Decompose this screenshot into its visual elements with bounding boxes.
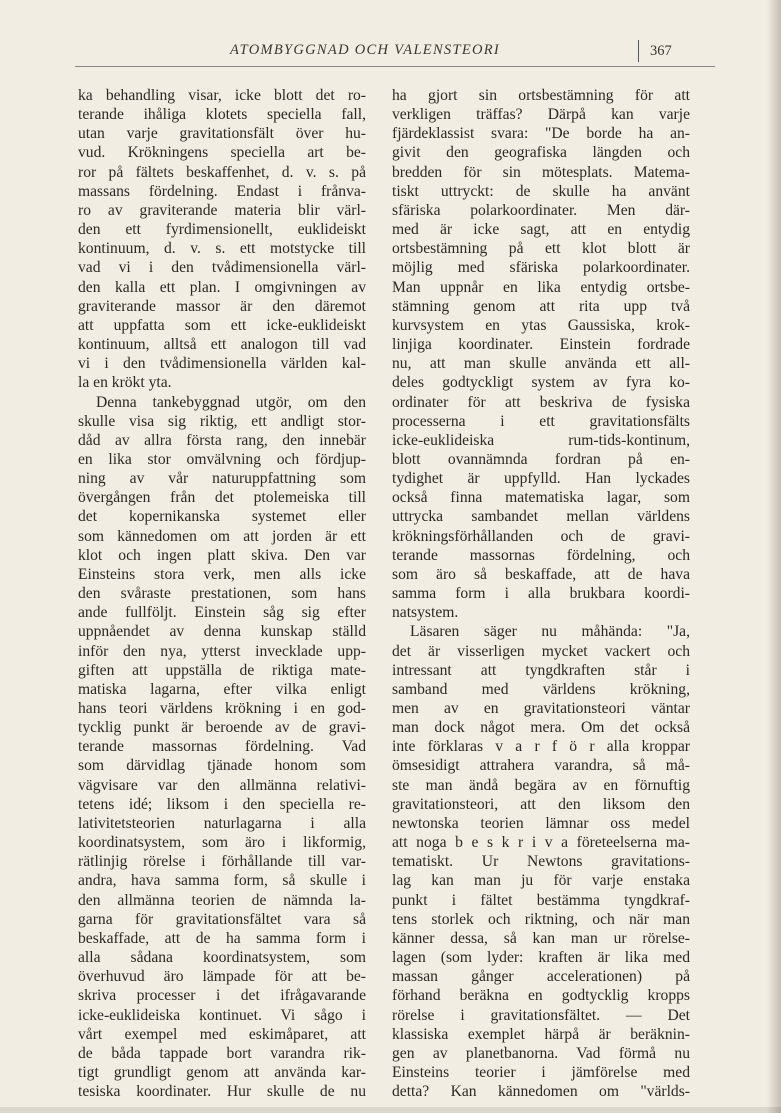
text-line: tesiska koordinater. Hur skulle de nu xyxy=(78,1083,366,1101)
text-line: natsystem. xyxy=(392,604,459,622)
text-line: matiska lagarna, efter vilka enligt xyxy=(78,680,366,698)
running-head xyxy=(60,40,710,66)
text-line: samband med världens krökning, xyxy=(392,680,690,698)
text-line: tydighet är uppfylld. Han lyckades xyxy=(392,470,690,488)
text-line: processerna i ett gravitationsfälts xyxy=(392,412,690,430)
text-line: graviterande massor är den däremot xyxy=(78,297,366,315)
text-line: kurvsystem en ytas Gaussiska, krok- xyxy=(392,316,690,334)
text-line: rätlinjig rörelse i förhållande till var- xyxy=(78,853,366,871)
page-edge-shadow xyxy=(767,0,781,1113)
text-line: alla sådana koordinatsystem, som xyxy=(78,949,366,967)
text-line: utan varje gravitationsfält över hu- xyxy=(78,125,366,143)
text-line: verkligen träffas? Därpå kan varje xyxy=(392,106,690,124)
text-line: ning av vår naturuppfattning som xyxy=(78,470,366,488)
text-line: ande fullföljt. Einstein såg sig efter xyxy=(78,604,366,622)
text-line: giften att uppställa de riktiga mate- xyxy=(78,661,366,679)
text-line: inför den nya, ytterst invecklade upp- xyxy=(78,642,366,660)
text-line: koordinatsystem, som äro i likformig, xyxy=(78,834,366,852)
text-line: icke-euklideiska kontinuet. Vi sågo i xyxy=(78,1006,366,1024)
running-title: ATOMBYGGNAD OCH VALENSTEORI xyxy=(230,42,501,58)
text-line: den svåraste prestationen, som hans xyxy=(78,585,366,603)
text-line: terande ihåliga klotets speciella fall, xyxy=(78,106,366,124)
text-line: garna för gravitationsfältet vara så xyxy=(78,910,366,928)
text-line: hans teori världens krökning i en god- xyxy=(78,700,366,717)
text-line: som kännedomen om att jorden är ett xyxy=(78,527,366,545)
text-line: den allmänna teorien de nämnda la- xyxy=(78,891,366,909)
text-line: fjärdeklassist svara: "De borde ha an- xyxy=(392,125,690,143)
text-line: ste man ändå begära av en förnuftig xyxy=(392,776,690,794)
text-line: andra, hava samma form, så skulle i xyxy=(78,872,366,890)
text-line: som därvidlag tjänade honom som xyxy=(78,757,366,775)
text-line: deles godtyckligt system av fyra ko- xyxy=(392,374,690,392)
text-line: samma form i alla brukbara koordi- xyxy=(392,585,690,603)
text-line: newtonska teorien lämnar oss medel xyxy=(392,814,690,832)
text-line: Einsteins stora verk, men alls icke xyxy=(78,565,366,583)
text-line: krökningsförhållanden och de gravi- xyxy=(392,527,690,545)
header-separator xyxy=(638,40,639,62)
text-line: lag kan man ju för varje enstaka xyxy=(392,872,690,890)
text-line: stämning genom att rita upp två xyxy=(392,297,690,315)
text-line: vägvisare var den allmänna relativi- xyxy=(78,776,366,794)
text-line: tigt grundligt genom att använda kar- xyxy=(78,1063,366,1081)
text-line: Läsaren säger nu måhända: "Ja, xyxy=(410,623,690,641)
text-line: rörelse i gravitationsfältet. — Det xyxy=(392,1006,690,1024)
text-line: icke-euklideiska rum-tids-kontinum, xyxy=(392,431,690,449)
text-line: vud. Krökningens speciella art be- xyxy=(78,144,366,162)
text-line: linjiga koordinater. Einstein fordrade xyxy=(392,336,690,354)
text-line: uppnåendet av denna kunskap ställd xyxy=(78,623,366,641)
text-line: klot och ingen platt skiva. Den var xyxy=(78,546,366,564)
page-bottom-edge xyxy=(0,1107,781,1113)
text-line: vad vi i den tvådimensionella värl- xyxy=(78,259,366,277)
text-line: att noga b e s k r i v a företeelserna ma- xyxy=(392,834,690,852)
text-line: massan gånger accelerationen) på xyxy=(392,968,690,986)
text-line: de båda tappade bort varandra rik- xyxy=(78,1044,366,1062)
text-line: den kalla ett plan. I omgivningen av xyxy=(78,278,366,296)
text-line: inte förklaras v a r f ö r alla kroppar xyxy=(392,738,690,756)
text-line: tiskt uttryckt: de skulle ha använt xyxy=(392,182,690,200)
text-line: lativitetsteorien naturlagarna i alla xyxy=(78,814,366,832)
text-line: men av en gravitationsteori väntar xyxy=(392,700,690,717)
text-line: ordinater för att beskriva de fysiska xyxy=(392,393,690,411)
page-number: 367 xyxy=(650,43,672,59)
text-line: gravitationsteori, att den liksom den xyxy=(392,795,690,813)
text-line: klassiska exemplet härpå är beräknin- xyxy=(392,1025,690,1043)
text-line: intressant att tyngdkraften står i xyxy=(392,661,690,679)
text-line: nu, att man skulle använda ett all- xyxy=(392,355,690,373)
text-line: känner dessa, så kan man ur rörelse- xyxy=(392,929,690,947)
text-line: tematiskt. Ur Newtons gravitations- xyxy=(392,853,690,871)
text-line: ömsesidigt attrahera varandra, så må- xyxy=(392,757,690,775)
text-line: skriva processer i det ifrågavarande xyxy=(78,987,366,1005)
text-line: tens storlek och riktning, och när man xyxy=(392,910,690,928)
text-line: givit den geografiska längden och xyxy=(392,144,690,162)
text-line: övergången från det ptolemeiska till xyxy=(78,489,366,507)
header-rule xyxy=(75,66,715,67)
text-line: tetens idé; liksom i den speciella re- xyxy=(78,795,366,813)
text-line: sfäriska polarkoordinater. Men där- xyxy=(392,201,690,219)
text-line: detta? Kan kännedomen om "världs- xyxy=(392,1083,690,1101)
text-line: det kopernikanska systemet eller xyxy=(78,508,366,526)
text-line: la en krökt yta. xyxy=(78,374,172,392)
text-line: en lika stor omvälvning och fördjup- xyxy=(78,450,366,468)
text-line: Denna tankebyggnad utgör, om den xyxy=(96,393,366,411)
text-line: tycklig punkt är beroende av de gravi- xyxy=(78,719,366,737)
text-line: beskaffade, att de ha samma form i xyxy=(78,929,366,947)
text-line: förhand beräkna en godtycklig kropps xyxy=(392,987,690,1005)
text-line: massans fördelning. Endast i frånva- xyxy=(78,182,366,200)
left-column xyxy=(78,86,366,1101)
text-line: skulle visa sig riktig, ett andligt stor- xyxy=(78,412,366,430)
text-line: kontinuum, alltså ett analogon till vad xyxy=(78,336,366,354)
text-line: kontinuum, d. v. s. ett motstycke till xyxy=(78,240,366,258)
text-line: ro av graviterande materia blir värl- xyxy=(78,201,366,219)
text-line: blott ovannämnda fordran på en- xyxy=(392,450,690,468)
text-line: ha gjort sin ortsbestämning för att xyxy=(392,87,690,104)
text-line: ka behandling visar, icke blott det ro- xyxy=(78,87,366,104)
text-line: det är visserligen mycket vackert och xyxy=(392,642,690,660)
text-line: dåd av allra första rang, den innebär xyxy=(78,431,366,449)
text-line: Man uppnår en lika entydig ortsbe- xyxy=(392,278,690,296)
text-line: som äro så beskaffade, att de hava xyxy=(392,565,690,583)
text-line: att uppfatta som ett icke-euklideiskt xyxy=(78,316,366,334)
text-line: möjlig med sfäriska polarkoordinater. xyxy=(392,259,690,277)
text-line: terande massornas fördelning. Vad xyxy=(78,738,366,756)
text-line: överhuvud äro lämpade för att be- xyxy=(78,968,366,986)
text-line: den ett fyrdimensionellt, euklideiskt xyxy=(78,221,366,239)
right-column xyxy=(392,86,690,1101)
text-line: ortsbestämning på ett klot blott är xyxy=(392,240,690,258)
text-line: vårt exempel med eskimåparet, att xyxy=(78,1025,366,1043)
text-line: Einsteins teorier i jämförelse med xyxy=(392,1063,690,1081)
text-line: punkt i fältet bestämma tyngdkraf- xyxy=(392,891,690,909)
text-line: bredden för sin mötesplats. Matema- xyxy=(392,163,690,181)
text-line: vi i den tvådimensionella världen kal- xyxy=(78,355,366,373)
text-line: med är icke sagt, att en entydig xyxy=(392,221,690,239)
text-line: terande massornas fördelning, och xyxy=(392,546,690,564)
text-line: ror på fältets beskaffenhet, d. v. s. på xyxy=(78,163,366,181)
text-line: också finna matematiska lagar, som xyxy=(392,489,690,507)
text-line: lagen (som lyder: kraften är lika med xyxy=(392,949,690,967)
text-line: man dock något mera. Om det också xyxy=(392,719,690,737)
text-line: uttrycka sambandet mellan världens xyxy=(392,508,690,526)
text-line: gen av planetbanorna. Vad förmå nu xyxy=(392,1044,690,1062)
